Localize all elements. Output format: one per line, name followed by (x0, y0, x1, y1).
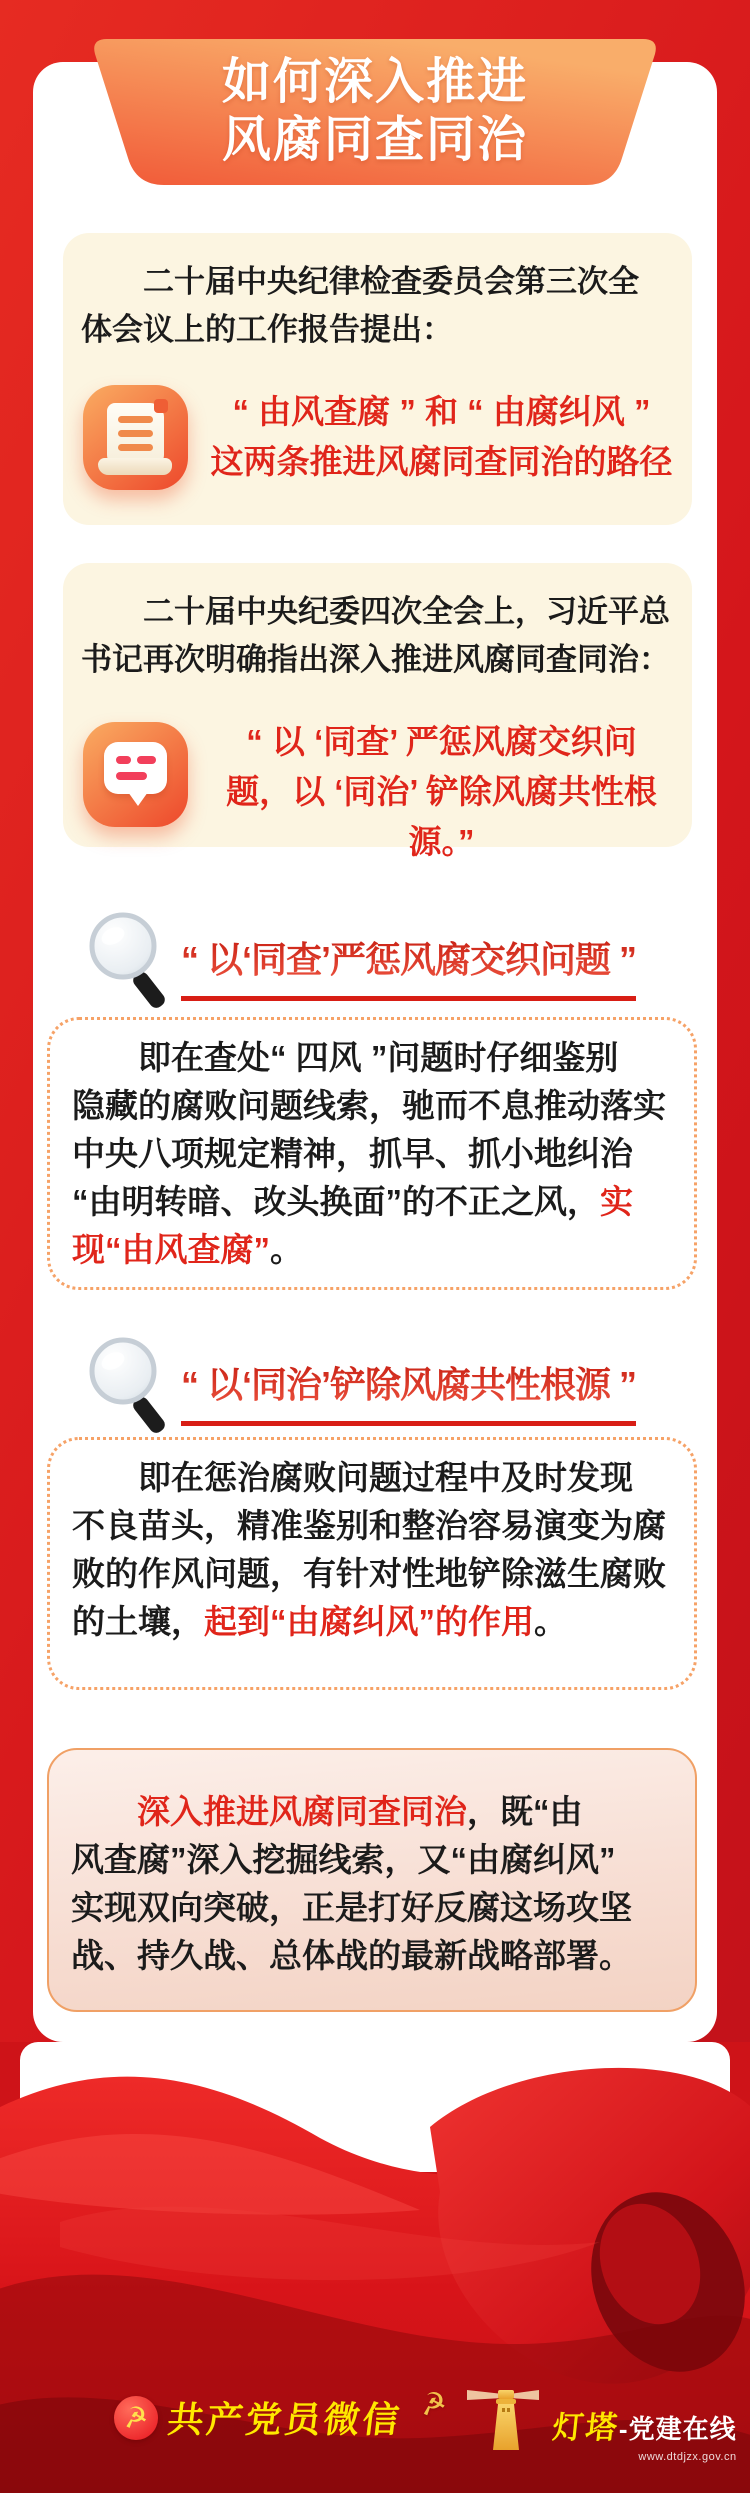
content-panel (33, 54, 717, 2042)
magnifier-icon (89, 910, 175, 1012)
tongcha-body-card (47, 1017, 697, 1290)
report-card (63, 233, 692, 525)
tongzhi-body-text: 即在惩治腐败问题过程中及时发现 不良苗头，精准鉴别和整治容易演变为腐 败的作风问题，有针对性地铲除滋生腐败 的土壤，起到“由腐纠风”的作用。 (72, 1459, 666, 1640)
section-heading-tongzhi (89, 1335, 636, 1437)
dengta-subtitle: -党建在线 (618, 2414, 737, 2444)
hammer-sickle-emblem: ☭ (114, 2396, 158, 2440)
report-paragraph: 二十届中央纪律检查委员会第三次全 体会议上的工作报告提出： (81, 264, 639, 347)
cpc-member-wechat-text: 共产党员微信 (165, 2399, 405, 2440)
lighthouse-icon (465, 2388, 541, 2455)
title-banner (91, 39, 659, 185)
tongcha-body-text: 即在查处“ 四风 ”问题时仔细鉴别 隐藏的腐败问题线索，驰而不息推动落实 中央八项规定精神，抓早、抓小地纠治 “由明转暗、改头换面”的不正之风，实 现“由风查腐”。 (72, 1039, 666, 1268)
section-heading-text: “ 以‘同查’严惩风腐交织问题 ” (181, 932, 636, 1001)
summary-card (47, 1748, 697, 2012)
report-highlight: “ 由风查腐 ” 和 “ 由腐纠风 ” 这两条推进风腐同查同治的路径 (210, 393, 673, 480)
magnifier-icon (89, 1335, 175, 1437)
page-title: 如何深入推进 风腐同查同治 (221, 54, 528, 167)
hammer-sickle-emblem: ☭ (417, 2385, 450, 2424)
summary-text: 深入推进风腐同查同治，既“由 风查腐”深入挖掘线索，又“由腐纠风” 实现双向突破，正是打好反腐这场攻坚 战、持久战、总体战的最新战略部署。 (71, 1793, 632, 1974)
chat-message-icon (83, 722, 188, 827)
footer-decoration (0, 2042, 750, 2493)
tongzhi-body-card (47, 1437, 697, 1690)
scroll-document-icon (83, 385, 188, 490)
dengta-url: www.dtdjzx.gov.cn (638, 2451, 737, 2463)
congress-card (63, 563, 692, 860)
dengta-name: 灯塔 (550, 2410, 621, 2445)
section-heading-text: “ 以‘同治’铲除风腐共性根源 ” (181, 1357, 636, 1426)
section-heading-tongcha (89, 910, 636, 1012)
dengta-party-building-logo (417, 2385, 737, 2463)
cpc-member-wechat-logo (114, 2392, 405, 2443)
congress-paragraph: 二十届中央纪委四次全会上，习近平总 书记再次明确指出深入推进风腐同查同治： (81, 594, 670, 677)
congress-highlight: “ 以 ‘同查’ 严惩风腐交织问 题，以 ‘同治’ 铲除风腐共性根源。” (226, 723, 657, 860)
